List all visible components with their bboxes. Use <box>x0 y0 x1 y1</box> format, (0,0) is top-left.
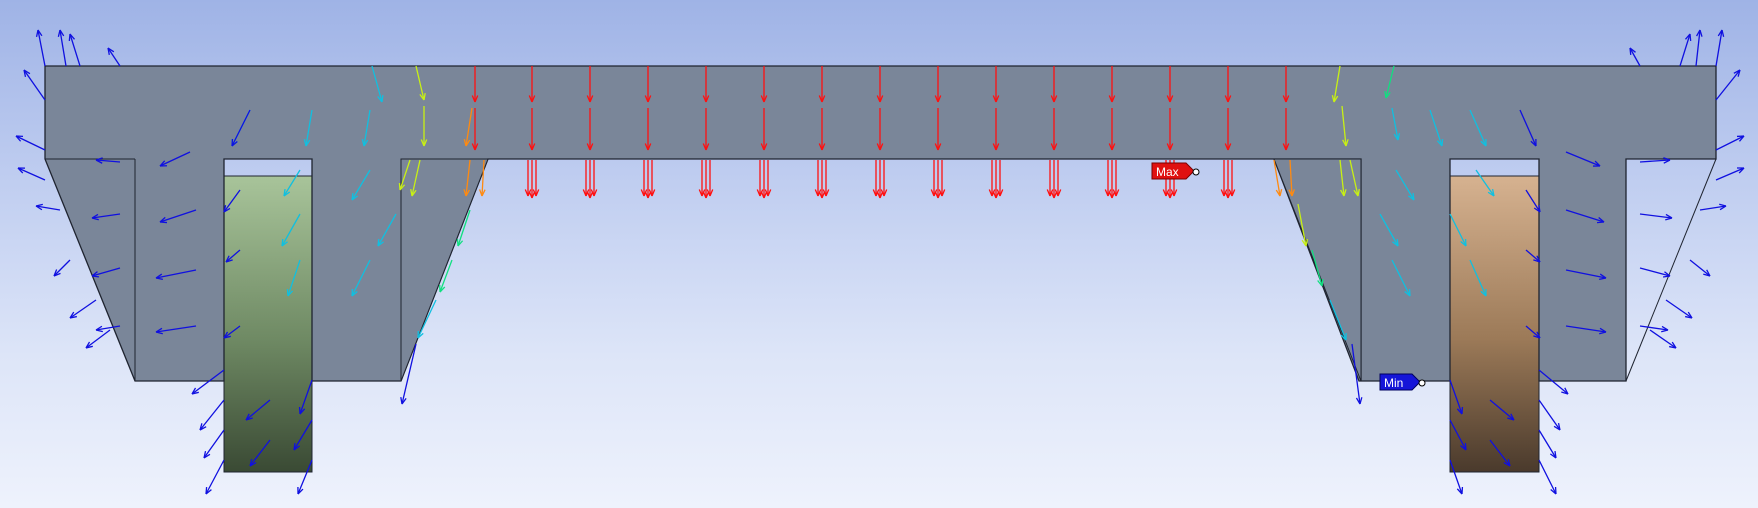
vector-arrow-icon <box>54 260 70 276</box>
vector-arrow-icon <box>641 160 646 196</box>
vector-arrow-icon <box>1055 160 1060 196</box>
vector-arrow-icon <box>24 70 45 100</box>
vector-arrow-icon <box>1716 30 1724 66</box>
vector-arrow-icon <box>1221 160 1226 196</box>
vector-arrow-icon <box>16 136 45 150</box>
vector-arrow-icon <box>200 400 224 430</box>
vector-arrow-icon <box>1640 268 1670 277</box>
probe-pin-icon <box>1193 169 1199 175</box>
vector-arrow-icon <box>69 34 80 66</box>
vector-arrow-icon <box>1680 34 1691 66</box>
max-probe-label: Max <box>1156 165 1179 179</box>
vector-arrow-icon <box>881 160 886 196</box>
vector-arrow-icon <box>1047 160 1052 196</box>
vector-arrow-icon <box>815 160 820 196</box>
vector-arrow-icon <box>86 330 110 348</box>
vector-arrow-icon <box>931 160 936 196</box>
vector-arrow-icon <box>765 160 770 196</box>
vector-arrow-icon <box>70 300 96 318</box>
min-probe-label: Min <box>1384 376 1404 390</box>
vector-arrow-icon <box>108 48 120 66</box>
vector-arrow-icon <box>1716 136 1744 150</box>
vector-arrow-icon <box>1113 160 1118 196</box>
vector-arrow-icon <box>939 160 944 196</box>
left-insert[interactable] <box>224 176 312 472</box>
vector-arrow-icon <box>37 30 45 66</box>
vector-arrow-icon <box>18 168 45 180</box>
vector-arrow-icon <box>58 30 66 66</box>
vector-arrow-icon <box>1539 430 1556 458</box>
probe-pin-icon <box>1419 380 1425 386</box>
vector-arrow-icon <box>1650 330 1676 348</box>
vector-arrow-icon <box>1539 400 1560 430</box>
vector-arrow-icon <box>1716 70 1740 100</box>
vector-arrow-icon <box>583 160 588 196</box>
vector-arrow-icon <box>36 204 60 210</box>
vector-arrow-icon <box>1666 300 1692 318</box>
vector-arrow-icon <box>204 430 224 458</box>
vector-arrow-icon <box>1539 460 1556 494</box>
vector-arrow-icon <box>1630 48 1640 66</box>
vector-arrow-icon <box>1690 260 1710 276</box>
vector-arrow-icon <box>757 160 762 196</box>
vector-arrow-icon <box>525 160 530 196</box>
vector-arrow-icon <box>873 160 878 196</box>
vector-arrow-icon <box>1229 160 1234 196</box>
vector-arrow-icon <box>1716 168 1744 180</box>
vector-arrow-icon <box>649 160 654 196</box>
vector-arrow-icon <box>1105 160 1110 196</box>
right-insert[interactable] <box>1450 176 1539 472</box>
vector-arrow-icon <box>1640 214 1672 220</box>
vector-arrow-icon <box>699 160 704 196</box>
vector-arrow-icon <box>533 160 538 196</box>
vector-arrow-icon <box>206 460 224 494</box>
vector-arrow-icon <box>823 160 828 196</box>
vector-arrow-icon <box>989 160 994 196</box>
vector-arrow-icon <box>997 160 1002 196</box>
vector-arrow-icon <box>707 160 712 196</box>
vector-arrow-icon <box>1640 326 1668 332</box>
vector-arrow-icon <box>591 160 596 196</box>
vector-arrow-icon <box>1700 204 1726 210</box>
vector-arrow-icon <box>1696 30 1702 66</box>
max-probe[interactable] <box>1152 163 1199 179</box>
